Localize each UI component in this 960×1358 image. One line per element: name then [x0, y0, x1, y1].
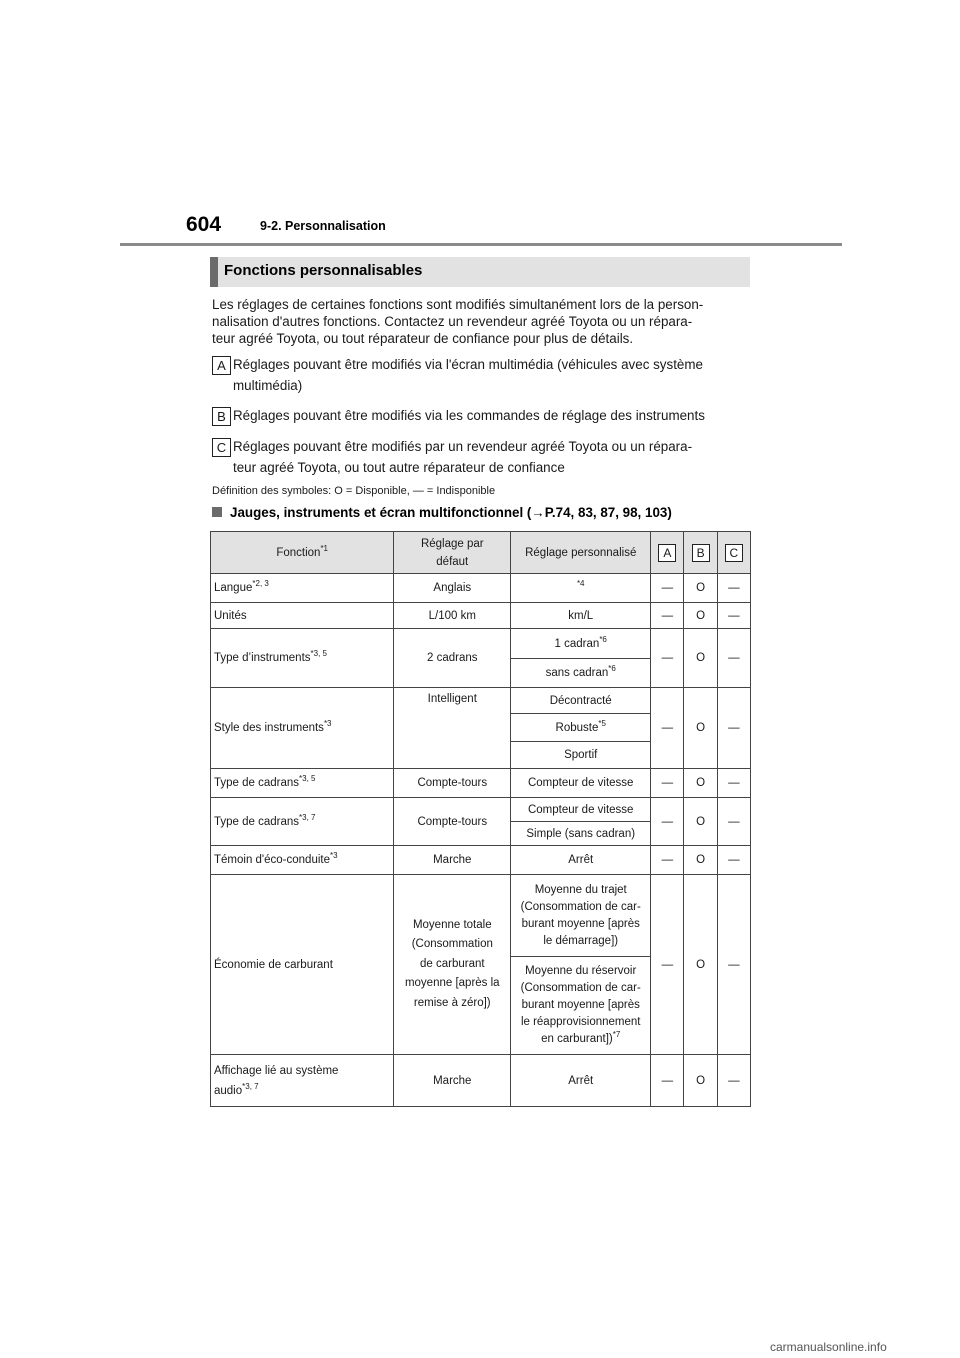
legend-text: multimédia) [233, 378, 303, 393]
header-default: Réglage par défaut [394, 532, 511, 574]
cell-function: Type de cadrans$^{*3, 7}$ [211, 798, 394, 846]
header-divider [120, 243, 842, 246]
legend-text: Réglages pouvant être modifiés par un revendeur agréé Toyota ou un répara- [233, 439, 693, 454]
cell-a: — [651, 688, 684, 769]
cell-function: Unités [211, 603, 394, 629]
cell-default: Compte-tours [394, 769, 511, 798]
cell-a: — [651, 769, 684, 798]
cell-c: — [717, 1055, 750, 1107]
cell-custom: Moyenne du réservoir (Consommation de car- burant moyenne [après le réapprovisionnement en carburant])$^{*7}$ [511, 957, 651, 1055]
subsection-title: Jauges, instruments et écran multifonctionnel (→P.74, 83, 87, 98, 103) [230, 505, 672, 520]
header-col-c: C [717, 532, 750, 574]
cell-function: Témoin d'éco-conduite$^{*3}$ [211, 846, 394, 875]
cell-c: — [717, 769, 750, 798]
cell-custom: Simple (sans cadran) [511, 822, 651, 846]
cell-custom: Robuste$^{*5}$ [511, 714, 651, 742]
cell-function: Type de cadrans$^{*3, 5}$ [211, 769, 394, 798]
cell-default: Anglais [394, 574, 511, 603]
table-row [211, 846, 751, 875]
cell-c: — [717, 574, 750, 603]
header-custom: Réglage personnalisé [511, 532, 651, 574]
page-number: 604 [186, 213, 222, 236]
intro-line: teur agréé Toyota, ou tout réparateur de confiance pour plus de détails. [212, 331, 634, 346]
cell-default: Intelligent [394, 688, 511, 769]
legend-letter-a: A [212, 356, 231, 375]
table-row [211, 688, 751, 714]
cell-function: Affichage lié au système audio$^{*3, 7}$ [211, 1055, 394, 1107]
cell-b: O [684, 769, 717, 798]
cell-custom: Décontracté [511, 688, 651, 714]
cell-a: — [651, 1055, 684, 1107]
cell-custom: Moyenne du trajet (Consommation de car- burant moyenne [après le démarrage]) [511, 875, 651, 957]
cell-default: 2 cadrans [394, 629, 511, 688]
cell-b: O [684, 574, 717, 603]
subsection-heading [212, 505, 672, 520]
cell-custom: Arrêt [511, 1055, 651, 1107]
table-row [211, 629, 751, 659]
legend-item-b [212, 405, 752, 427]
cell-function: Économie de carburant [211, 875, 394, 1055]
section-accent [210, 257, 218, 287]
cell-b: O [684, 629, 717, 688]
cell-custom: 1 cadran$^{*6}$ [511, 629, 651, 659]
table-row [211, 798, 751, 822]
cell-b: O [684, 875, 717, 1055]
legend-text: Réglages pouvant être modifiés via les commandes de réglage des instruments [233, 408, 705, 423]
cell-a: — [651, 798, 684, 846]
cell-default: Compte-tours [394, 798, 511, 846]
legend-item-c [212, 436, 752, 480]
cell-b: O [684, 688, 717, 769]
cell-custom: km/L [511, 603, 651, 629]
intro-line: Les réglages de certaines fonctions sont modifiés simultanément lors de la person- [212, 297, 704, 312]
cell-c: — [717, 846, 750, 875]
cell-custom: *4 [511, 574, 651, 603]
legend-letter-b: B [212, 407, 231, 426]
cell-function: Langue$^{*2, 3}$ [211, 574, 394, 603]
cell-c: — [717, 798, 750, 846]
legend-item-a [212, 354, 752, 398]
cell-b: O [684, 603, 717, 629]
cell-c: — [717, 629, 750, 688]
cell-a: — [651, 875, 684, 1055]
cell-default: Marche [394, 1055, 511, 1107]
cell-c: — [717, 688, 750, 769]
square-bullet-icon [212, 507, 222, 517]
cell-custom: Arrêt [511, 846, 651, 875]
cell-b: O [684, 798, 717, 846]
table-row [211, 769, 751, 798]
cell-c: — [717, 603, 750, 629]
cell-custom: sans cadran$^{*6}$ [511, 659, 651, 688]
legend-text: Réglages pouvant être modifiés via l'écran multimédia (véhicules avec système [233, 357, 703, 372]
cell-a: — [651, 846, 684, 875]
settings-table [210, 531, 751, 1107]
table-header-row [211, 532, 751, 574]
table-row [211, 603, 751, 629]
chapter-title: 9-2. Personnalisation [260, 219, 386, 233]
symbols-definition: Définition des symboles: O = Disponible, — = Indisponible [212, 485, 496, 497]
cell-default: L/100 km [394, 603, 511, 629]
cell-a: — [651, 629, 684, 688]
cell-custom: Compteur de vitesse [511, 798, 651, 822]
cell-a: — [651, 603, 684, 629]
intro-line: nalisation d'autres fonctions. Contactez un revendeur agréé Toyota ou un répara- [212, 314, 693, 329]
cell-a: — [651, 574, 684, 603]
cell-function: Style des instruments$^{*3}$ [211, 688, 394, 769]
table-row [211, 875, 751, 957]
intro-paragraph [212, 296, 752, 347]
header-col-a: A [651, 532, 684, 574]
header-col-b: B [684, 532, 717, 574]
legend-letter-c: C [212, 438, 231, 457]
watermark-text: carmanualsonline.info [770, 1340, 887, 1354]
cell-function: Type d’instruments$^{*3, 5}$ [211, 629, 394, 688]
header-function: Fonction$^{*1}$ [211, 532, 394, 574]
cell-b: O [684, 846, 717, 875]
section-header [210, 257, 750, 287]
cell-c: — [717, 875, 750, 1055]
cell-custom: Compteur de vitesse [511, 769, 651, 798]
legend-text: teur agréé Toyota, ou tout autre réparateur de confiance [233, 460, 565, 475]
cell-b: O [684, 1055, 717, 1107]
section-title: Fonctions personnalisables [224, 262, 423, 279]
cell-default: Marche [394, 846, 511, 875]
table-row [211, 1055, 751, 1107]
cell-custom: Sportif [511, 742, 651, 769]
cell-default: Moyenne totale (Consommation de carburant moyenne [après la remise à zéro]) [394, 875, 511, 1055]
table-row [211, 574, 751, 603]
